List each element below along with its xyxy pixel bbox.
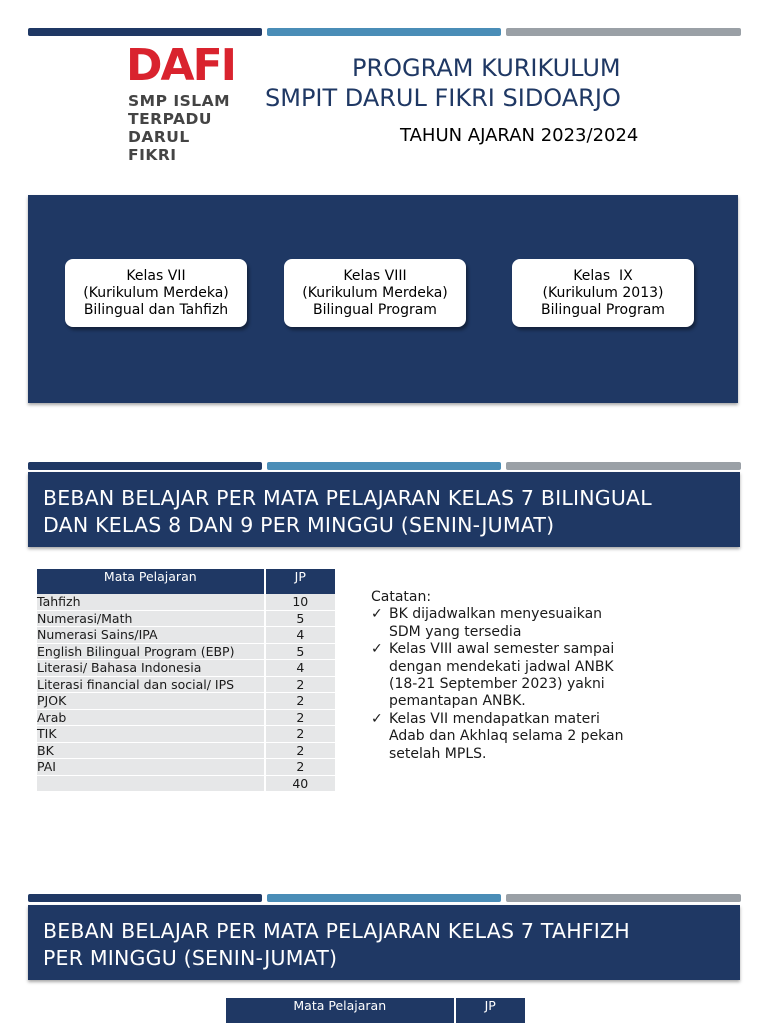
logo-mark: DAFI xyxy=(126,40,236,91)
class-box-line: Kelas IX xyxy=(573,267,633,284)
table-row xyxy=(37,627,335,644)
section2-heading-band xyxy=(28,905,740,980)
cell-jp: 2 xyxy=(265,726,335,743)
class-box-line: (Kurikulum Merdeka) xyxy=(83,284,229,301)
cell-jp: 5 xyxy=(265,610,335,627)
subject-hours-table xyxy=(37,569,335,792)
cell-subject: English Bilingual Program (EBP) xyxy=(37,643,265,660)
cell-jp-total: 40 xyxy=(265,775,335,792)
section1-heading-line-1: BEBAN BELAJAR PER MATA PELAJARAN KELAS 7 BILINGUAL xyxy=(43,486,652,510)
table-row xyxy=(37,660,335,677)
table-row xyxy=(37,742,335,759)
cell-subject: TIK xyxy=(37,726,265,743)
cell-subject: Numerasi/Math xyxy=(37,610,265,627)
table-row xyxy=(37,726,335,743)
note-line: BK dijadwalkan menyesuaikan xyxy=(389,606,603,623)
note-item xyxy=(371,641,651,711)
notes-title: Catatan: xyxy=(371,589,432,605)
page-title-line-2: SMPIT DARUL FIKRI SIDOARJO xyxy=(265,84,621,112)
accent-bar-navy xyxy=(28,28,262,36)
section1-accent-bars xyxy=(28,462,741,470)
class-box-line: Kelas VII xyxy=(126,267,186,284)
column-header-jp: JP xyxy=(265,569,335,594)
cell-jp: 2 xyxy=(265,676,335,693)
section2-accent-bars xyxy=(28,894,741,902)
class-box-line: Bilingual Program xyxy=(313,301,437,318)
page-subtitle: TAHUN AJARAN 2023/2024 xyxy=(400,125,639,146)
cell-jp: 10 xyxy=(265,594,335,610)
table-total-row xyxy=(37,775,335,792)
column-header-jp: JP xyxy=(455,998,526,1023)
class-box-line: Kelas VIII xyxy=(343,267,407,284)
note-line: pemantapan ANBK. xyxy=(389,693,526,710)
table-row xyxy=(37,643,335,660)
logo-line-1: SMP ISLAM xyxy=(128,92,231,110)
curriculum-panel xyxy=(28,195,738,403)
accent-bar-navy xyxy=(28,462,262,470)
section1-heading-band xyxy=(28,472,740,547)
table-header-row xyxy=(37,569,335,594)
table-row xyxy=(37,709,335,726)
checkmark-icon: ✓ xyxy=(371,710,383,727)
logo-line-3: DARUL FIKRI xyxy=(128,128,190,164)
cell-subject: Literasi/ Bahasa Indonesia xyxy=(37,660,265,677)
note-line: (18-21 September 2023) yakni xyxy=(389,676,605,693)
accent-bar-gray xyxy=(506,28,741,36)
cell-subject: Arab xyxy=(37,709,265,726)
table-row xyxy=(37,594,335,610)
section1-heading-line-2: DAN KELAS 8 DAN 9 PER MINGGU (SENIN-JUMAT) xyxy=(43,513,555,537)
class-box-line: Bilingual dan Tahfizh xyxy=(83,301,229,318)
note-item xyxy=(371,711,651,763)
note-line: Kelas VIII awal semester sampai xyxy=(389,641,615,658)
cell-subject: Tahfizh xyxy=(37,594,265,610)
cell-subject: PAI xyxy=(37,759,265,776)
note-line: Kelas VII mendapatkan materi xyxy=(389,710,600,727)
cell-jp: 4 xyxy=(265,627,335,644)
cell-subject xyxy=(37,775,265,792)
cell-subject: PJOK xyxy=(37,693,265,710)
cell-subject: BK xyxy=(37,742,265,759)
class-box-ix xyxy=(512,259,694,327)
note-line: setelah MPLS. xyxy=(389,745,487,762)
column-header-subject: Mata Pelajaran xyxy=(37,569,265,594)
accent-bar-gray xyxy=(506,462,741,470)
cell-jp: 2 xyxy=(265,693,335,710)
table-header-row xyxy=(226,998,525,1023)
checkmark-icon: ✓ xyxy=(371,641,383,658)
class-box-line: Bilingual Program xyxy=(541,301,665,318)
accent-bar-navy xyxy=(28,894,262,902)
accent-bar-gray xyxy=(506,894,741,902)
class-box-line: (Kurikulum Merdeka) xyxy=(302,284,448,301)
column-header-subject: Mata Pelajaran xyxy=(226,998,455,1023)
logo-line-2: TERPADU xyxy=(128,110,212,128)
top-accent-bars xyxy=(28,28,741,36)
table-row xyxy=(37,759,335,776)
cell-jp: 4 xyxy=(265,660,335,677)
cell-subject: Literasi financial dan social/ IPS xyxy=(37,676,265,693)
section2-heading-line-1: BEBAN BELAJAR PER MATA PELAJARAN KELAS 7 TAHFIZH xyxy=(43,919,630,943)
table-row xyxy=(37,676,335,693)
table-row xyxy=(37,610,335,627)
accent-bar-blue xyxy=(267,462,501,470)
table-row xyxy=(37,693,335,710)
accent-bar-blue xyxy=(267,894,501,902)
school-logo xyxy=(126,40,238,164)
notes-block xyxy=(371,589,651,763)
checkmark-icon: ✓ xyxy=(371,606,383,623)
note-item xyxy=(371,606,651,641)
cell-jp: 2 xyxy=(265,759,335,776)
accent-bar-blue xyxy=(267,28,501,36)
section2-heading-line-2: PER MINGGU (SENIN-JUMAT) xyxy=(43,946,338,970)
note-line: dengan mendekati jadwal ANBK xyxy=(389,658,614,675)
cell-subject: Numerasi Sains/IPA xyxy=(37,627,265,644)
note-line: SDM yang tersedia xyxy=(389,623,522,640)
cell-jp: 2 xyxy=(265,742,335,759)
page-title-line-1: PROGRAM KURIKULUM xyxy=(352,54,621,82)
cell-jp: 2 xyxy=(265,709,335,726)
class-box-vii xyxy=(65,259,247,327)
note-line: Adab dan Akhlaq selama 2 pekan xyxy=(389,728,624,745)
class-box-line: (Kurikulum 2013) xyxy=(542,284,664,301)
class-box-viii xyxy=(284,259,466,327)
cell-jp: 5 xyxy=(265,643,335,660)
tahfizh-subject-table xyxy=(226,998,525,1023)
